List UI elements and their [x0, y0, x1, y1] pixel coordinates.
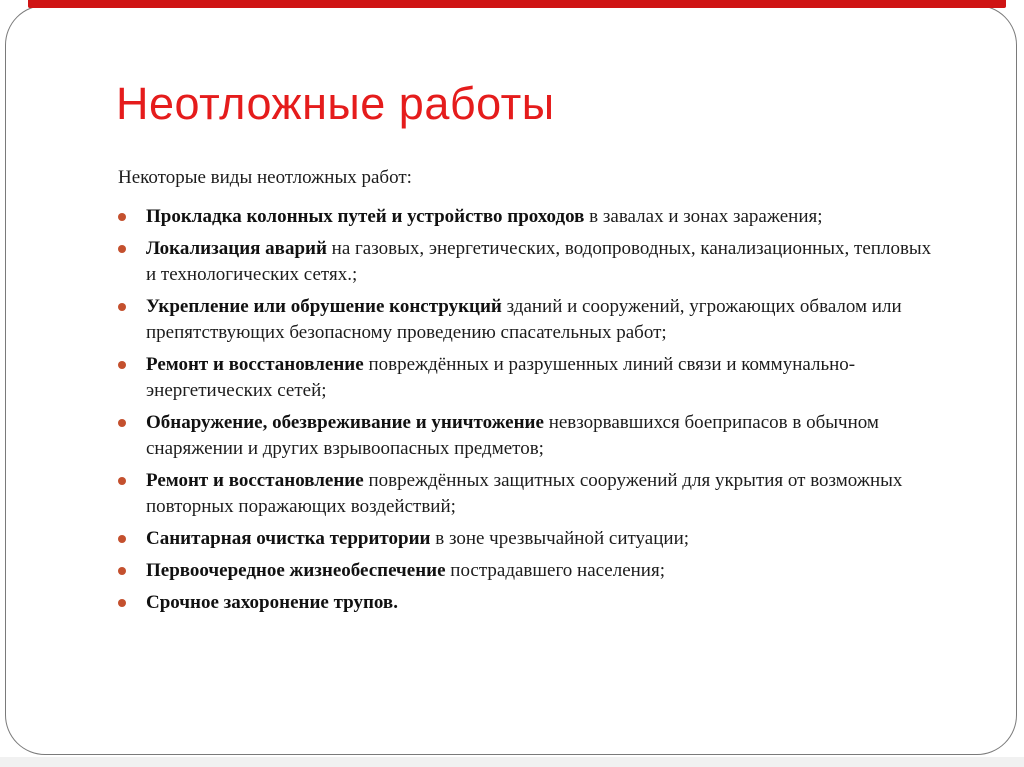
bullet-rest: пострадавшего населения; — [445, 560, 665, 581]
bullet-lead: Укрепление или обрушение конструкций — [146, 296, 502, 317]
list-item — [116, 294, 938, 346]
bullet-lead: Санитарная очистка территории — [146, 528, 431, 549]
list-item — [116, 590, 938, 616]
bullet-lead: Локализация аварий — [146, 238, 327, 259]
bullet-rest: в зоне чрезвычайной ситуации; — [430, 528, 690, 549]
bullet-text — [146, 206, 823, 227]
bullet-rest: зданий и сооружений, угрожающих обвалом или препятствующих безопасному проведению спасательных работ; — [146, 296, 902, 343]
bullet-lead: Срочное захоронение трупов. — [146, 592, 398, 613]
bullet-lead: Ремонт и восстановление — [146, 354, 364, 375]
bullet-rest: невзорвавшихся боеприпасов в обычном снаряжении и других взрывоопасных предметов; — [146, 412, 879, 459]
bullet-text — [146, 528, 689, 549]
bullet-rest: в завалах и зонах заражения; — [584, 206, 823, 227]
list-item — [116, 410, 938, 462]
bullet-icon — [118, 303, 126, 311]
intro-text: Некоторые виды неотложных работ: — [118, 167, 412, 188]
list-item — [116, 468, 938, 520]
list-item — [116, 352, 938, 404]
slide-title: Неотложные работы — [116, 78, 555, 129]
slide-frame — [5, 5, 1017, 755]
bullet-text — [146, 470, 902, 517]
bullet-icon — [118, 419, 126, 427]
bullet-icon — [118, 245, 126, 253]
bullet-list — [116, 204, 938, 616]
bullet-rest: повреждённых защитных сооружений для укрытия от возможных повторных поражающих воздействий; — [146, 470, 903, 517]
bullet-text — [146, 296, 902, 343]
bullet-lead: Первоочередное жизнеобеспечение — [146, 560, 446, 581]
page-background-strip — [0, 757, 1024, 767]
bullet-icon — [118, 567, 126, 575]
bullet-icon — [118, 477, 126, 485]
bullet-icon — [118, 213, 126, 221]
bullet-lead: Обнаружение, обезвреживание и уничтожение — [146, 412, 544, 433]
bullet-text — [146, 412, 879, 459]
bullet-rest: повреждённых и разрушенных линий связи и коммунально-энергетических сетей; — [146, 354, 856, 401]
top-accent-bar — [28, 0, 1006, 8]
bullet-icon — [118, 599, 126, 607]
bullet-lead: Прокладка колонных путей и устройство проходов — [146, 206, 585, 227]
list-item — [116, 204, 938, 230]
bullet-icon — [118, 361, 126, 369]
list-item — [116, 236, 938, 288]
bullet-lead: Ремонт и восстановление — [146, 470, 364, 491]
bullet-rest: на газовых, энергетических, водопроводных, канализационных, тепловых и технологических сетях.; — [146, 238, 932, 285]
slide-content — [6, 6, 1016, 616]
list-item — [116, 526, 938, 552]
bullet-text — [146, 592, 398, 613]
list-item — [116, 558, 938, 584]
bullet-icon — [118, 535, 126, 543]
bullet-text — [146, 560, 665, 581]
bullet-text — [146, 354, 855, 401]
bullet-text — [146, 238, 931, 285]
